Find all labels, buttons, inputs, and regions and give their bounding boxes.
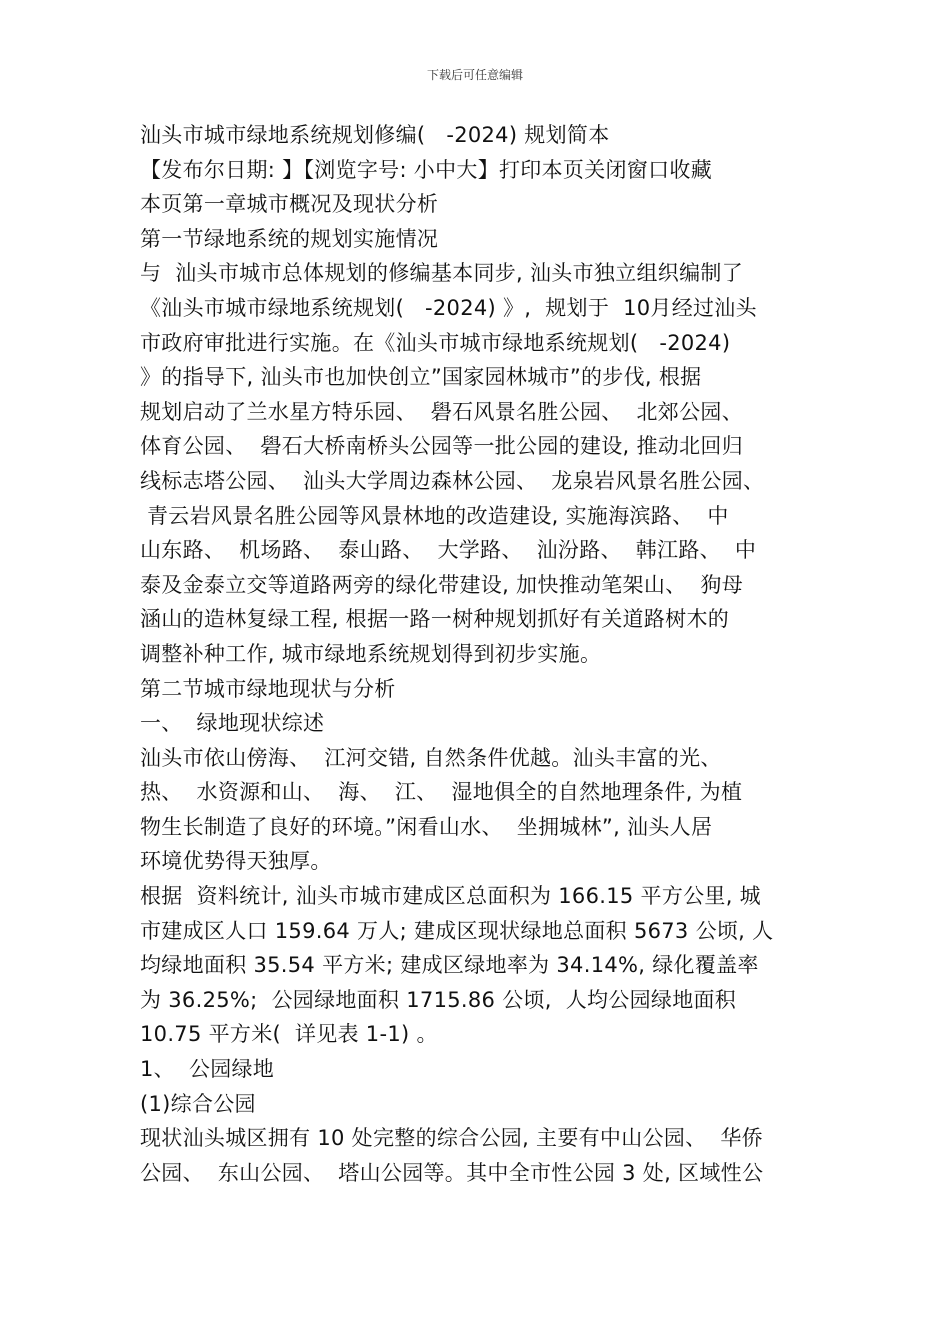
- text-line: 市建成区人口 159.64 万人; 建成区现状绿地总面积 5673 公顷, 人: [140, 918, 774, 943]
- text-line: 涵山的造林复绿工程, 根据一路一树种规划抓好有关道路树木的: [140, 607, 730, 632]
- text-line: 山东路、 机场路、 泰山路、 大学路、 汕汾路、 韩江路、 中: [140, 538, 757, 563]
- text-line: 规划启动了兰水星方特乐园、 礐石风景名胜公园、 北郊公园、: [140, 399, 743, 424]
- text-line: 物生长制造了良好的环境。”闲看山水、 坐拥城林”, 汕头人居: [140, 814, 713, 839]
- page-header-note: 下载后可任意编辑: [426, 68, 523, 82]
- text-line: 线标志塔公园、 汕头大学周边森林公园、 龙泉岩风景名胜公园、: [140, 468, 765, 493]
- text-line: 10.75 平方米( 详见表 1-1) 。: [140, 1022, 438, 1047]
- text-line: 公园、 东山公园、 塔山公园等。其中全市性公园 3 处, 区域性公: [140, 1160, 764, 1185]
- text-line: 现状汕头城区拥有 10 处完整的综合公园, 主要有中山公园、 华侨: [140, 1126, 763, 1151]
- text-line: 汕头市城市绿地系统规划修编( -2024) 规划简本: [140, 123, 610, 147]
- text-line: 《汕头市城市绿地系统规划( -2024) 》, 规划于 10月经过汕头: [140, 295, 757, 320]
- text-line: 环境优势得天独厚。: [140, 849, 332, 874]
- text-line: 为 36.25%; 公园绿地面积 1715.86 公顷, 人均公园绿地面积: [140, 987, 737, 1012]
- text-line: 》的指导下, 汕头市也加快创立”国家园林城市”的步伐, 根据: [140, 365, 702, 390]
- text-line: 调整补种工作, 城市绿地系统规划得到初步实施。: [140, 641, 602, 666]
- text-line: 根据 资料统计, 汕头市城市建成区总面积为 166.15 平方公里, 城: [140, 884, 761, 909]
- text-line: 第二节城市绿地现状与分析: [140, 676, 396, 701]
- text-line: 泰及金泰立交等道路两旁的绿化带建设, 加快推动笔架山、 狗母: [140, 572, 743, 597]
- text-line: 1、 公园绿地: [140, 1057, 275, 1082]
- text-line: 体育公园、 礐石大桥南桥头公园等一批公园的建设, 推动北回归: [140, 434, 743, 459]
- text-line: 汕头市依山傍海、 江河交错, 自然条件优越。汕头丰富的光、: [140, 745, 722, 770]
- text-line: 【发布尔日期: 】【浏览字号: 小中大】打印本页关闭窗口收藏: [140, 157, 712, 182]
- text-line: 第一节绿地系统的规划实施情况: [140, 226, 439, 251]
- document-body: [140, 118, 830, 1190]
- text-line: 市政府审批进行实施。在《汕头市城市绿地系统规划( -2024): [140, 330, 731, 355]
- text-line: 热、 水资源和山、 海、 江、 湿地俱全的自然地理条件, 为植: [140, 780, 743, 805]
- text-line: 与 汕头市城市总体规划的修编基本同步, 汕头市独立组织编制了: [140, 261, 743, 286]
- text-line: 均绿地面积 35.54 平方米; 建成区绿地率为 34.14%, 绿化覆盖率: [140, 953, 759, 978]
- text-line: 青云岩风景名胜公园等风景林地的改造建设, 实施海滨路、 中: [140, 503, 729, 528]
- text-line: 本页第一章城市概况及现状分析: [140, 192, 439, 217]
- text-line: 一、 绿地现状综述: [140, 711, 325, 736]
- text-line: (1)综合公园: [140, 1091, 256, 1116]
